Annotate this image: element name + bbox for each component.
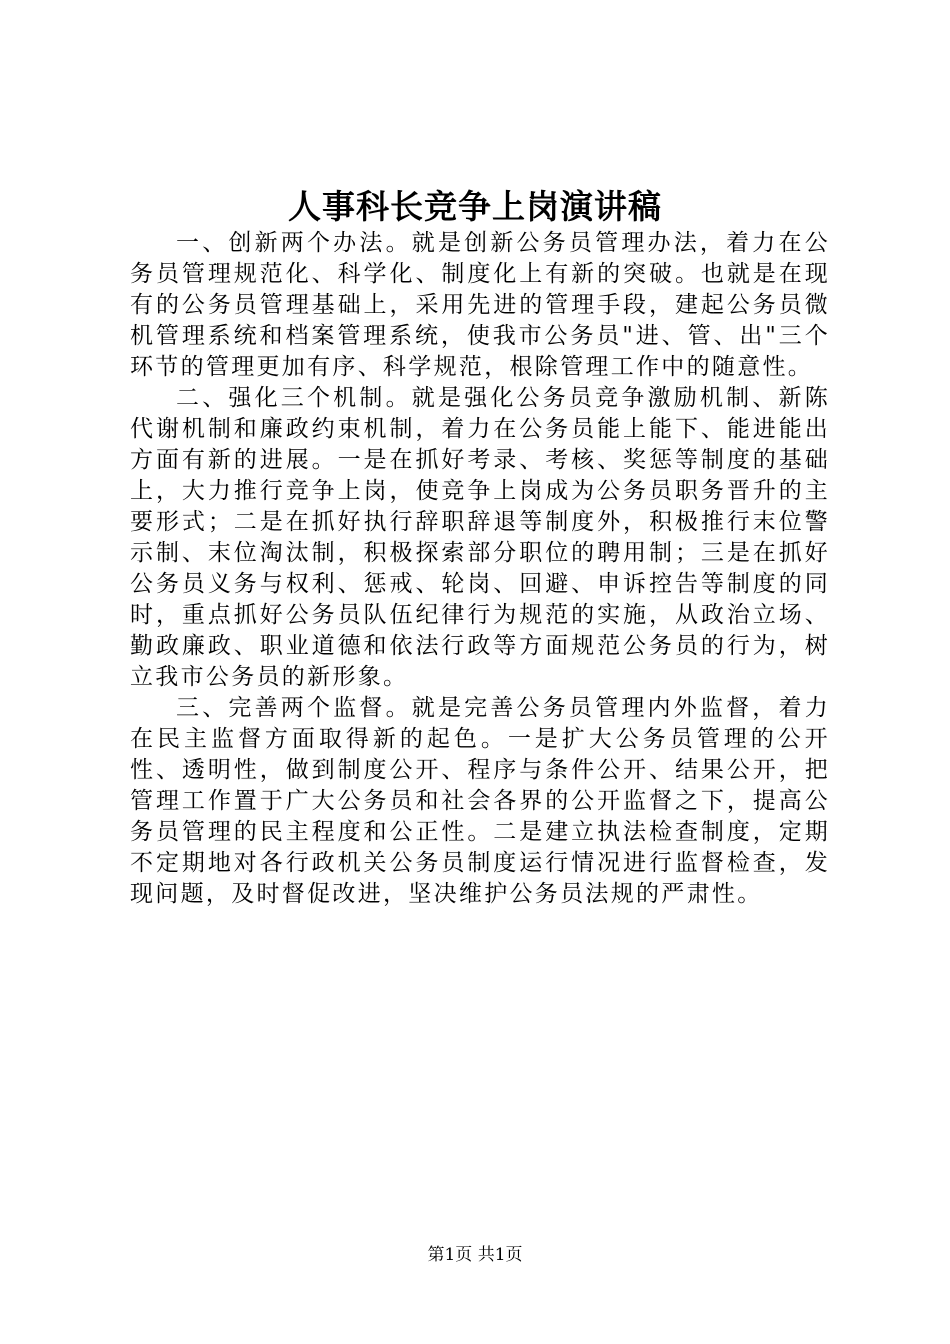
paragraph-3: 三、完善两个监督。就是完善公务员管理内外监督，着力在民主监督方面取得新的起色。一是扩大公务员管理的公开性、透明性，做到制度公开、程序与条件公开、结果公开，把管理工作置于广大公务员和社会各界的公开监督之下，提高公务员管理的民主程度和公正性。二是建立执法检查制度，定期不定期地对各行政机关公务员制度运行情况进行监督检查，发现问题，及时督促改进，坚决维护公务员法规的严肃性。 [130,695,830,907]
page-number-footer: 第1页 共1页 [427,1245,523,1265]
paragraph-2: 二、强化三个机制。就是强化公务员竞争激励机制、新陈代谢机制和廉政约束机制，着力在公务员能上能下、能进能出方面有新的进展。一是在抓好考录、考核、奖惩等制度的基础上，大力推行竞争上岗，使竞争上岗成为公务员职务晋升的主要形式；二是在抓好执行辞职辞退等制度外，积极推行末位警示制、末位淘汰制，积极探索部分职位的聘用制；三是在抓好公务员义务与权利、惩戒、轮岗、回避、申诉控告等制度的同时，重点抓好公务员队伍纪律行为规范的实施，从政治立场、勤政廉政、职业道德和依法行政等方面规范公务员的行为，树立我市公务员的新形象。 [130,385,830,690]
document-body [130,228,830,910]
paragraph-1: 一、创新两个办法。就是创新公务员管理办法，着力在公务员管理规范化、科学化、制度化上有新的突破。也就是在现有的公务员管理基础上，采用先进的管理手段，建起公务员微机管理系统和档案管理系统，使我市公务员"进、管、出"三个环节的管理更加有序、科学规范，根除管理工作中的随意性。 [130,230,830,380]
document-title: 人事科长竞争上岗演讲稿 [288,187,662,226]
